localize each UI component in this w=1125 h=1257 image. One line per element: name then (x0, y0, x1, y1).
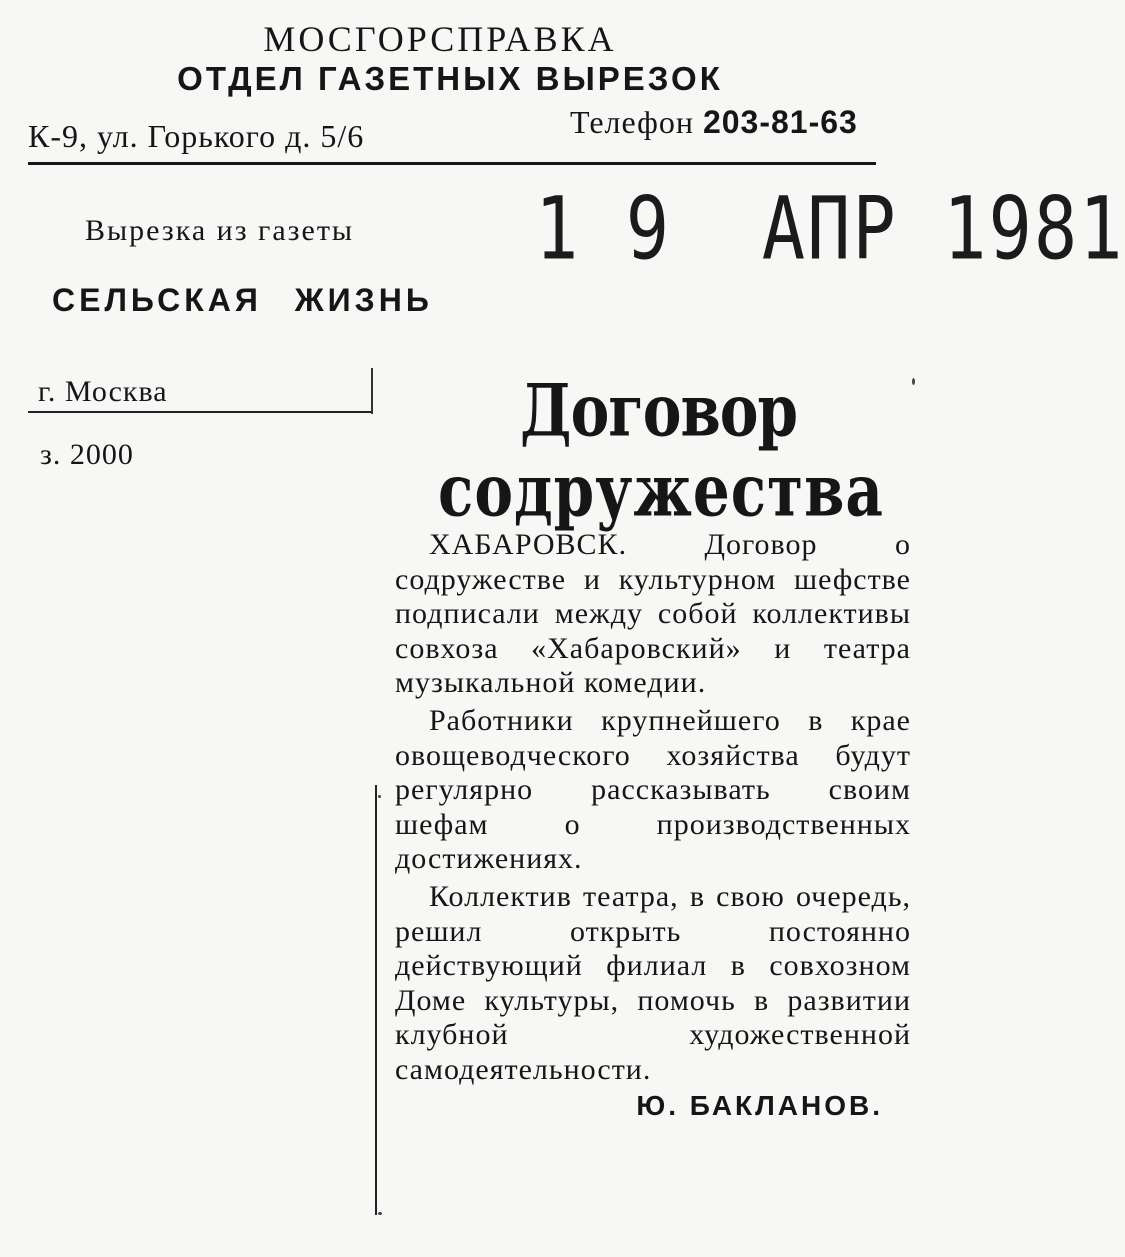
phone-label: Телефон (570, 104, 694, 140)
city-field-tick (371, 368, 373, 414)
article-body (395, 528, 911, 1122)
speck (912, 378, 915, 385)
speck (378, 795, 381, 798)
article-paragraph-1: ХАБАРОВСК. Договор о содружестве и культурном шефстве подписали между собой коллективы совхоза «Хабаровский» и театра музыкальной комедии. (395, 528, 911, 700)
phone-number: 203-81-63 (702, 104, 858, 140)
article-byline: Ю. БАКЛАНОВ. (636, 1089, 883, 1121)
clipping-edge (375, 785, 377, 1215)
speck (378, 1212, 382, 1215)
city-underline (28, 411, 373, 413)
article-paragraph-3: Коллектив театра, в свою очередь, решил открыть постоянно действующий филиал в совхозном Доме культуры, помочь в развитии клубной художественной самодеятельности. (395, 879, 911, 1086)
city-field: г. Москва (38, 375, 168, 408)
agency-name: МОСГОРСПРАВКА (263, 19, 617, 59)
order-number: з. 2000 (40, 438, 134, 471)
date-stamp: 1 9 АПР 1981 (535, 178, 1125, 279)
newspaper-name: СЕЛЬСКАЯ ЖИЗНЬ (52, 282, 433, 318)
agency-address: К-9, ул. Горького д. 5/6 (28, 118, 365, 154)
department-name: ОТДЕЛ ГАЗЕТНЫХ ВЫРЕЗОК (177, 60, 723, 97)
headline-line-1: Договор (520, 368, 798, 453)
article-paragraph-2: Работники крупнейшего в крае овощеводческого хозяйства будут регулярно рассказывать своим шефам о производственных достижениях. (395, 703, 911, 876)
clipping-label: Вырезка из газеты (85, 214, 355, 247)
header-rule (28, 162, 876, 165)
headline-line-2: содружества (438, 448, 884, 533)
agency-phone (570, 104, 858, 141)
